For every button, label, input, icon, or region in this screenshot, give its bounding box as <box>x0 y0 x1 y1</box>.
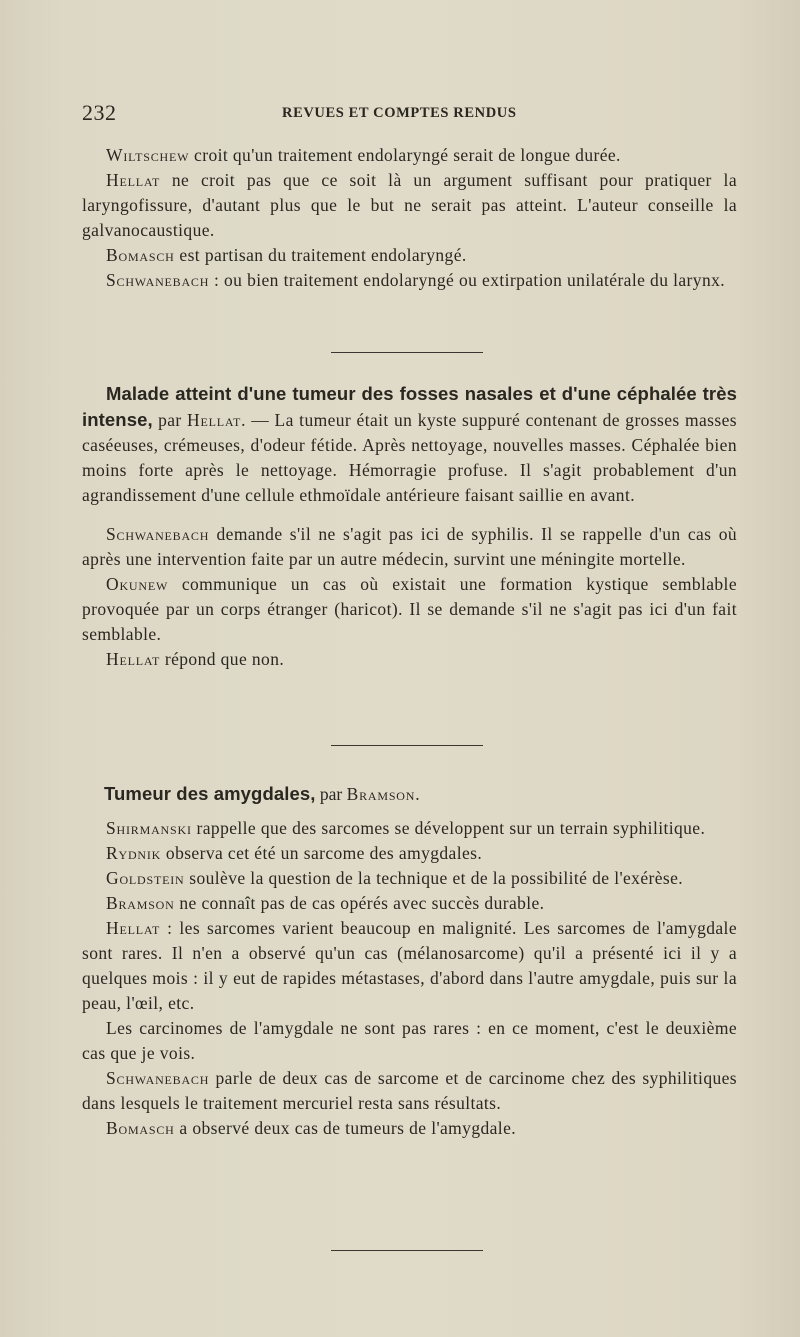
speaker-name: Rydnik <box>106 843 162 863</box>
section-title: Tumeur des amygdales, <box>104 783 316 804</box>
paragraph-text: rappelle que des sarcomes se développent sur un terrain syphilitique. <box>191 818 706 838</box>
section-tonsils-body <box>82 816 737 1141</box>
speaker-name: Goldstein <box>106 868 185 888</box>
paragraph-text: demande s'il ne s'agit pas ici de syphilis. Il se rappelle d'un cas où après une intervention faite par un autre médecin, survint une méningite mortelle. <box>82 524 737 569</box>
paragraph-text: croit qu'un traitement endolaryngé serait de longue durée. <box>189 145 621 165</box>
speaker-name: Shirmanski <box>106 818 192 838</box>
speaker-name: Schwanebach <box>106 524 210 544</box>
section-heading-tonsils <box>104 781 744 807</box>
section-divider <box>331 352 483 353</box>
paragraph-text: soulève la question de la technique et de la possibilité de l'exérèse. <box>184 868 684 888</box>
section-lead-paragraph <box>82 381 737 508</box>
paragraph-text: observa cet été un sarcome des amygdales. <box>161 843 483 863</box>
paragraph <box>82 891 737 916</box>
paragraph-text: Les carcinomes de l'amygdale ne sont pas rares : en ce moment, c'est le deuxième cas que je vois. <box>82 1018 737 1063</box>
paragraph <box>82 816 737 841</box>
paragraph-text: parle de deux cas de sarcome et de carcinome chez des syphilitiques dans lesquels le traitement mercuriel resta sans résultats. <box>82 1068 737 1113</box>
section-by: par <box>315 784 347 804</box>
paragraph-text: est partisan du traitement endolaryngé. <box>174 245 467 265</box>
paragraph <box>82 1016 737 1066</box>
running-head: REVUES ET COMPTES RENDUS <box>282 105 517 121</box>
speaker-name: Hellat <box>106 649 161 669</box>
section-divider <box>331 1250 483 1251</box>
paragraph <box>82 168 737 243</box>
paragraph <box>82 647 737 672</box>
paragraph-text: : ou bien traitement endolaryngé ou extirpation unilatérale du larynx. <box>209 270 726 290</box>
paragraph <box>82 916 737 1016</box>
paragraph-text: ne croit pas que ce soit là un argument suffisant pour pratiquer la laryngofissure, d'autant plus que le but ne serait pas atteint. L'auteur conseille la galvanocaustique. <box>82 170 737 240</box>
speaker-name: Wiltschew <box>106 145 190 165</box>
section-author: Bramson <box>346 784 416 804</box>
speaker-name: Hellat <box>106 170 161 190</box>
speaker-name: Schwanebach <box>106 270 210 290</box>
paragraph <box>82 143 737 168</box>
speaker-name: Bomasch <box>106 245 175 265</box>
section-author: Hellat <box>187 410 242 430</box>
paragraph <box>82 866 737 891</box>
section-body: . — La tumeur était un kyste suppuré contenant de grosses masses caséeuses, crémeuses, d'odeur fétide. Après nettoyage, nouvelles masses. Céphalée bien moins forte après le nettoyage. Hémorragie profuse. Il s'agit probablement d'un agrandissement d'une cellule ethmoïdale antérieure faisant saillie en avant. <box>82 410 737 505</box>
discussion-block-1 <box>82 143 737 293</box>
section-title: Malade atteint d'une tumeur des fosses nasales et d'une céphalée très intense, <box>82 383 737 430</box>
section-author-end: . <box>415 784 420 804</box>
paragraph <box>82 1116 737 1141</box>
paragraph-text: ne connaît pas de cas opérés avec succès durable. <box>174 893 545 913</box>
paragraph <box>82 268 737 293</box>
paragraph <box>82 243 737 268</box>
paragraph <box>82 1066 737 1116</box>
page-header <box>82 100 737 130</box>
section-nasal-tumour <box>82 381 737 672</box>
paragraph-text: communique un cas où existait une formation kystique semblable provoquée par un corps étranger (haricot). Il se demande s'il ne s'agit pas ici d'un fait semblable. <box>82 574 737 644</box>
speaker-name: Okunew <box>106 574 169 594</box>
paragraph <box>82 572 737 647</box>
paragraph-text: : les sarcomes varient beaucoup en malignité. Les sarcomes de l'amygdale sont rares. Il n'en a observé qu'un cas (mélanosarcome) qu'il a présenté ici il y a quelques mois : il y eut de rapides métastases, d'abord dans l'autre amygdale, puis sur la peau, l'œil, etc. <box>82 918 737 1013</box>
section-by: par <box>152 410 188 430</box>
paragraph <box>82 522 737 572</box>
page-number: 232 <box>82 100 117 125</box>
speaker-name: Bomasch <box>106 1118 175 1138</box>
section-divider <box>331 745 483 746</box>
speaker-name: Schwanebach <box>106 1068 210 1088</box>
paragraph <box>82 841 737 866</box>
speaker-name: Bramson <box>106 893 175 913</box>
speaker-name: Hellat <box>106 918 161 938</box>
paragraph-text: répond que non. <box>160 649 285 669</box>
paragraph-text: a observé deux cas de tumeurs de l'amygdale. <box>174 1118 517 1138</box>
